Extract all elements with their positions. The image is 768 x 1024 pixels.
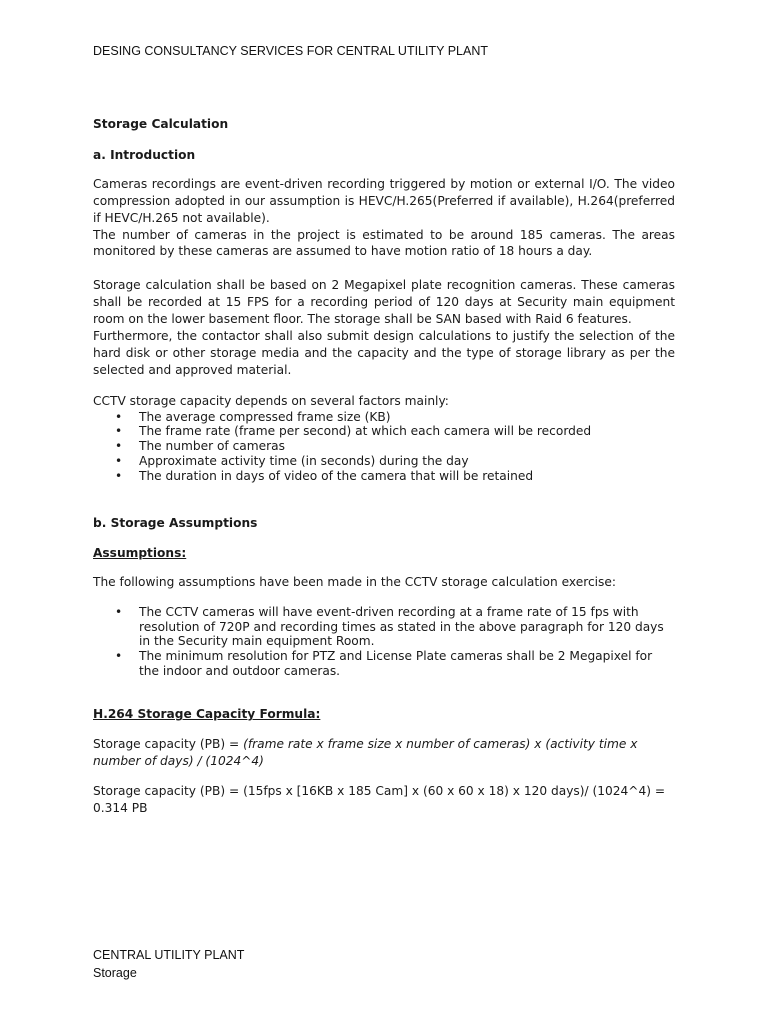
document-title: Storage Calculation xyxy=(93,117,229,131)
bullet-icon: • xyxy=(115,439,123,454)
list-item: • Approximate activity time (in seconds) during the day xyxy=(115,453,469,468)
factors-intro: CCTV storage capacity depends on several factors mainly: xyxy=(93,393,449,408)
bullet-icon: • xyxy=(115,604,123,619)
intro-paragraph-4: Furthermore, the contactor shall also submit design calculations to justify the selection of the hard disk or other storage media and the capacity and the type of storage library as per the selected and approved material. xyxy=(93,329,675,377)
bullet-icon: • xyxy=(115,453,123,468)
formula-label: Storage capacity (PB) = xyxy=(93,737,244,752)
footer-line-1: CENTRAL UTILITY PLANT xyxy=(93,948,245,962)
assumptions-intro: The following assumptions have been made in the CCTV storage calculation exercise: xyxy=(93,575,616,590)
formula-line xyxy=(93,736,675,770)
list-item: • The minimum resolution for PTZ and License Plate cameras shall be 2 Megapixel for the indoor and outdoor cameras. xyxy=(115,649,653,678)
bullet-icon: • xyxy=(115,468,123,483)
list-item: • The number of cameras xyxy=(115,439,285,454)
section-a-heading: a. Introduction xyxy=(93,147,196,162)
assumptions-heading: Assumptions: xyxy=(93,546,187,561)
formula-expression: (frame rate x frame size x number of cameras) x (activity time x number of days) / (1024^4) xyxy=(93,737,638,769)
factors-list xyxy=(93,410,675,484)
list-item: • The average compressed frame size (KB) xyxy=(115,409,391,424)
calculation-line: Storage capacity (PB) = (15fps x [16KB x 185 Cam] x (60 x 60 x 18) x 120 days)/ (1024^4) = 0.314 PB xyxy=(93,784,666,816)
bullet-icon: • xyxy=(115,409,123,424)
page-header: DESING CONSULTANCY SERVICES FOR CENTRAL UTILITY PLANT xyxy=(93,44,488,58)
bullet-icon: • xyxy=(115,424,123,439)
document-body xyxy=(93,116,675,817)
formula-heading: H.264 Storage Capacity Formula: xyxy=(93,707,321,722)
list-item: • The duration in days of video of the camera that will be retained xyxy=(115,468,534,483)
footer-line-2: Storage xyxy=(93,966,137,980)
list-item: • The CCTV cameras will have event-driven recording at a frame rate of 15 fps with resolution of 720P and recording times as stated in the above paragraph for 120 days in the Security main equipment Room. xyxy=(115,604,664,649)
bullet-icon: • xyxy=(115,649,123,664)
assumptions-list xyxy=(93,605,675,679)
intro-paragraph-1: Cameras recordings are event-driven recording triggered by motion or external I/O. The video compression adopted in our assumption is HEVC/H.265(Preferred if available), H.264(preferred if HEVC/H.265 not available). xyxy=(93,176,675,225)
intro-paragraph-3: Storage calculation shall be based on 2 Megapixel plate recognition cameras. These cameras shall be recorded at 15 FPS for a recording period of 120 days at Security main equipment room on the lower basement floor. The storage shall be SAN based with Raid 6 features. xyxy=(93,278,675,327)
list-item: • The frame rate (frame per second) at which each camera will be recorded xyxy=(115,424,592,439)
intro-paragraph-2: The number of cameras in the project is estimated to be around 185 cameras. The areas monitored by these cameras are assumed to have motion ratio of 18 hours a day. xyxy=(93,227,675,259)
page-footer xyxy=(93,946,244,982)
section-b-heading: b. Storage Assumptions xyxy=(93,516,258,531)
